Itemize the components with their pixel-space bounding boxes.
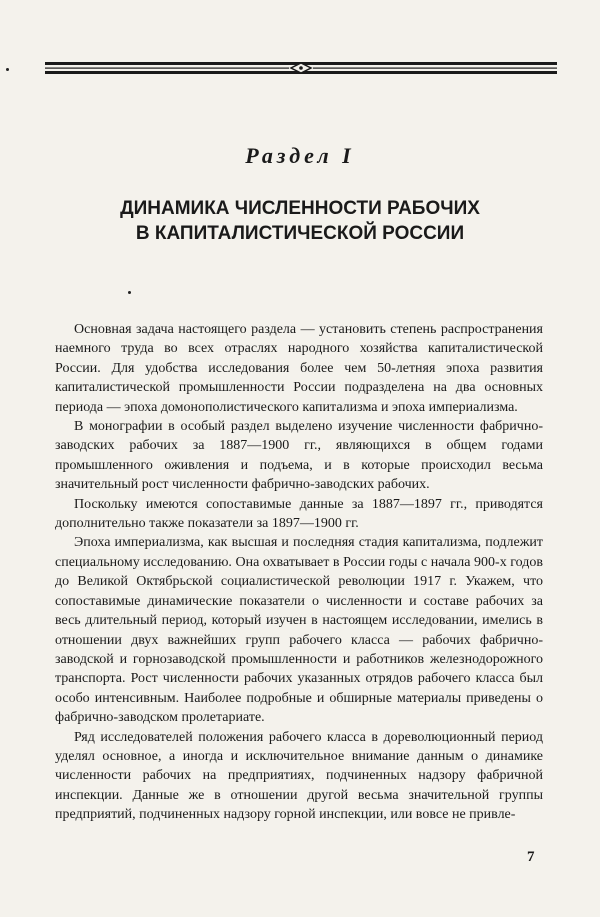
section-label: Раздел I bbox=[245, 143, 355, 168]
header-ornament-rule bbox=[45, 60, 557, 76]
paragraph: В монографии в особый раздел выделено изучение численности фабрично-заводских рабочих за 1887—1900 гг., являющихся в общем годами промышленного оживления и подъема, и в которые происходил весьма значительный рост численности фабрично-заводских рабочих. bbox=[55, 419, 543, 493]
body-text bbox=[55, 320, 543, 825]
chapter-title-line-1: ДИНАМИКА ЧИСЛЕННОСТИ РАБОЧИХ bbox=[120, 198, 480, 219]
paragraph: Основная задача настоящего раздела — установить степень распространения наемного труда во всех отраслях народного хозяйства капиталистической России. Для удобства исследования более чем 50-летняя эпоха развития капиталистической промышленности России подразделена на два основных периода — эпоха домонополистического капитализма и эпоха империализма. bbox=[55, 322, 543, 415]
chapter-title bbox=[0, 196, 600, 246]
margin-dot bbox=[6, 68, 9, 71]
page-number: 7 bbox=[527, 849, 535, 865]
paragraph: Ряд исследователей положения рабочего класса в дореволюционный период уделял основное, а иногда и исключительное внимание данным о динамике численности рабочих на предприятиях, подчиненных надзору фабричной инспекции. Данные же в отношении другой весьма значительной группы предприятий, подчиненных надзору горной инспекции, или вовсе не привле- bbox=[55, 729, 543, 823]
chapter-title-line-2: В КАПИТАЛИСТИЧЕСКОЙ РОССИИ bbox=[135, 223, 465, 244]
paragraph: Эпоха империализма, как высшая и последняя стадия капитализма, подлежит специальному исследованию. Она охватывает в России годы с начала 900-х годов до Великой Октябрьской социалистической революции 1917 г. Укажем, что сопоставимые динамические показатели о численности и составе рабочих за весь длительный период, который изучен в настоящем исследовании, имелись в отношении двух важнейших групп рабочего класса — рабочих фабрично-заводской и горнозаводской промышленности и работников железнодорожного транспорта. Рост численности рабочих указанных отрядов рабочего класса был особо интенсивным. Наиболее подробные и обширные материалы приведены о фабрично-заводском пролетариате. bbox=[55, 535, 543, 726]
paragraph: Поскольку имеются сопоставимые данные за 1887—1897 гг., приводятся дополнительно также показатели за 1897—1900 гг. bbox=[55, 496, 543, 532]
speck-dot bbox=[128, 291, 131, 294]
